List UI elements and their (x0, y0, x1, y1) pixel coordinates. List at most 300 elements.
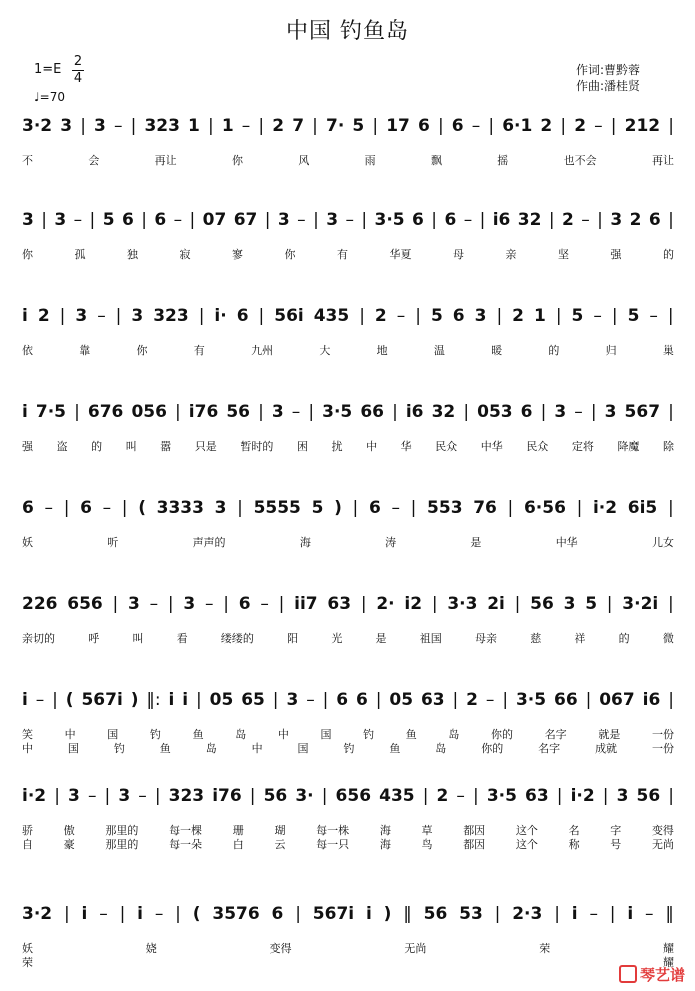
dash: – (73, 210, 83, 230)
lyric-syllable: 祖国 (419, 632, 442, 645)
barline: | (496, 306, 503, 326)
lyric-syllable: 钓 (343, 742, 355, 755)
barline: | (361, 210, 368, 230)
note-group: i (22, 690, 28, 710)
lyric-syllable: 亲切的 (22, 632, 55, 645)
dash: – (297, 210, 306, 230)
lyric-syllable: 海 (379, 824, 391, 837)
note-group: i·2 (592, 498, 618, 518)
note-group: 6 (22, 498, 34, 518)
note-group: 2 (374, 306, 387, 326)
note-group: 32 (517, 210, 542, 230)
note-group: i (168, 690, 175, 710)
lyric-syllable: 中 (277, 728, 289, 741)
note-group: 2 (37, 306, 50, 326)
lyric-syllable: 都因 (463, 824, 486, 837)
barline: | (667, 306, 674, 326)
note-group: 3 (271, 402, 284, 422)
dash: – (205, 594, 214, 614)
lyric-syllable: 钓 (149, 728, 161, 741)
lyric-syllable: 变得 (651, 824, 674, 837)
note-group: 3 (60, 116, 73, 136)
note-group: 32 (431, 402, 456, 422)
lyric-syllable: 扰 (331, 440, 343, 453)
barline: ‖ (665, 904, 674, 924)
note-group: 6 (417, 116, 430, 136)
lyric-syllable: 是 (470, 536, 482, 549)
barline: | (189, 210, 196, 230)
dash: – (471, 116, 481, 136)
lyric-syllable: 巢 (662, 344, 674, 357)
note-group: i (365, 904, 372, 924)
lyric-syllable: 的 (618, 632, 630, 645)
barline: | (154, 786, 161, 806)
note-group: 6 (412, 210, 424, 230)
note-group: i (137, 904, 143, 924)
note-group: 3 (474, 306, 487, 326)
lyric-syllable: 中 (251, 742, 263, 755)
note-group: i6 (405, 402, 424, 422)
barline: | (611, 306, 618, 326)
notes-row (22, 900, 674, 928)
barline: | (668, 594, 674, 614)
note-group: 2 (436, 786, 449, 806)
note-group: i76 (188, 402, 219, 422)
lyric-syllable: 母 (453, 248, 464, 261)
note-group: 56 (636, 786, 661, 806)
note-group: ii7 (294, 594, 318, 614)
lyric-syllable: 大 (319, 344, 331, 357)
note-group: i·2 (570, 786, 595, 806)
note-group: 323 (144, 116, 180, 136)
note-group: 6 (80, 498, 92, 518)
lyric-syllable: 一份 (651, 728, 674, 741)
lyric-syllable: 鱼 (389, 742, 401, 755)
lyric-syllable: 字 (610, 824, 622, 837)
song-title: 中国 钓鱼岛 (286, 19, 409, 44)
lyric-syllable: 岛 (205, 742, 217, 755)
note-group: 3·2i (622, 594, 659, 614)
note-group: 053 (477, 402, 513, 422)
note-group: ) (130, 690, 139, 710)
dash: – (593, 306, 602, 326)
notes-row (22, 686, 674, 714)
barline: | (488, 116, 495, 136)
lyric-syllable: 白 (232, 838, 244, 851)
barline: | (548, 210, 555, 230)
barline: | (422, 786, 429, 806)
barline: | (52, 690, 58, 710)
barline: | (415, 306, 421, 326)
barline: | (352, 498, 359, 518)
lyric-syllable: 坚 (558, 248, 569, 261)
barline: | (112, 594, 119, 614)
lyric-syllable: 孤 (74, 248, 86, 261)
lyric-syllable: 风 (298, 154, 310, 167)
composer: 作曲:潘桂贤 (576, 79, 641, 93)
note-group: 76 (473, 498, 497, 518)
note-group: 6 (236, 306, 249, 326)
note-group: 1 (221, 116, 234, 136)
dash: – (463, 210, 473, 230)
note-group: 3·5 (374, 210, 405, 230)
note-group: 2·3 (512, 904, 543, 924)
lyric-syllable: 儿女 (651, 536, 674, 549)
lyric-syllable: 光 (331, 632, 343, 645)
lyric-syllable: 中 (64, 728, 76, 741)
barline: | (119, 904, 126, 924)
note-group: 1 (533, 306, 546, 326)
lyric-syllable: 只是 (194, 440, 217, 453)
note-group: 3 (277, 210, 290, 230)
note-group: 5 (430, 306, 443, 326)
lyric-syllable: 盗 (56, 440, 68, 453)
note-group: 3 (214, 498, 227, 518)
note-group: 6 (520, 402, 533, 422)
lyric-syllable: 民众 (526, 440, 549, 453)
lyric-syllable: 鱼 (159, 742, 171, 755)
barline: | (258, 402, 264, 422)
dash: – (149, 594, 159, 614)
dash: – (99, 904, 108, 924)
note-group: 7 (292, 116, 305, 136)
lyric-syllable: 你 (231, 154, 243, 167)
lyric-syllable: 你 (22, 248, 33, 261)
barline: | (668, 402, 674, 422)
note-group: i (627, 904, 634, 924)
lyric-syllable: 缕缕的 (220, 632, 254, 645)
barline: | (576, 498, 583, 518)
lyric-syllable: 有 (337, 248, 348, 261)
barline: | (610, 116, 617, 136)
note-group: 66 (360, 402, 384, 422)
note-group: i6 (492, 210, 511, 230)
lyric-syllable: 称 (568, 838, 580, 851)
lyric-syllable: 钓 (113, 742, 125, 755)
barline: | (175, 904, 181, 924)
note-group: 656 (335, 786, 372, 806)
lyric-syllable: 岛 (435, 742, 447, 755)
note-group: 5 (352, 116, 365, 136)
note-group: 3 (326, 210, 339, 230)
dash: – (594, 116, 603, 136)
note-group: 1 (188, 116, 200, 136)
note-group: 3 (286, 690, 299, 710)
barline: ‖ (403, 904, 412, 924)
lyric-syllable: 地 (376, 344, 388, 357)
lyric-syllable: 民众 (435, 440, 458, 453)
lyric-syllable: 无尚 (651, 838, 674, 851)
barline: | (74, 402, 80, 422)
lyric-syllable: 瑚 (274, 824, 286, 837)
lyric-syllable: 嚣 (160, 440, 172, 453)
barline: | (555, 306, 562, 326)
note-group: 323 (153, 306, 189, 326)
barline: | (63, 904, 70, 924)
note-group: 63 (327, 594, 352, 614)
lyrics-verse-2 (22, 740, 674, 756)
lyric-syllable: 那里的 (105, 838, 139, 851)
barline: | (272, 690, 279, 710)
barline: | (668, 116, 674, 136)
barline: | (141, 210, 147, 230)
barline: | (104, 786, 111, 806)
tempo-marking: ♩=70 (34, 90, 65, 104)
dash: – (649, 306, 658, 326)
note-group: 63 (525, 786, 549, 806)
note-group: i (22, 306, 28, 326)
lyric-syllable: 依 (22, 344, 33, 357)
lyric-syllable: 每一棵 (169, 824, 203, 837)
lyric-syllable: 独 (127, 248, 138, 261)
lyric-syllable: 再让 (154, 154, 177, 167)
note-group: 056 (131, 402, 167, 422)
note-group: 6 (336, 690, 349, 710)
lyric-syllable: 草 (421, 824, 433, 837)
note-group: i (22, 402, 28, 422)
barline: | (392, 402, 398, 422)
lyric-syllable: 不 (22, 154, 33, 167)
note-group: 3 (563, 594, 576, 614)
lyric-syllable: 笑 (22, 728, 33, 741)
note-group: 567 (624, 402, 661, 422)
lyric-syllable: 定将 (571, 440, 594, 453)
barline: | (278, 594, 285, 614)
lyric-syllable: 鸟 (421, 838, 433, 851)
lyric-syllable: 海 (379, 838, 391, 851)
lyric-syllable: 岛 (235, 728, 247, 741)
barline: | (463, 402, 470, 422)
lyric-syllable: 豪 (63, 838, 75, 851)
lyric-syllable: 强 (22, 440, 33, 453)
note-group: 6 (154, 210, 167, 230)
lyric-syllable: 叫 (125, 440, 137, 453)
note-group: 2i (487, 594, 505, 614)
note-group: 3 (616, 786, 629, 806)
barline: | (668, 690, 674, 710)
note-group: 435 (379, 786, 415, 806)
barline: | (312, 116, 318, 136)
note-group: 3 (610, 210, 623, 230)
lyricist: 作词:曹黔蓉 (576, 63, 641, 77)
barline: | (89, 210, 96, 230)
barline: | (115, 306, 122, 326)
barline: | (507, 498, 514, 518)
note-group: 63 (420, 690, 445, 710)
notes-row (22, 782, 674, 810)
note-group: 67 (233, 210, 258, 230)
notes-row (22, 494, 674, 522)
lyric-syllable: 九州 (251, 344, 274, 357)
lyric-syllable: 钓 (363, 728, 375, 741)
note-group: 3· (295, 786, 314, 806)
lyric-syllable: 雨 (364, 154, 376, 167)
note-group: 7·5 (35, 402, 67, 422)
dash: – (574, 402, 583, 422)
note-group: i2 (404, 594, 423, 614)
note-group: ) (383, 904, 392, 924)
note-group: 3·3 (447, 594, 478, 614)
note-group: 226 (22, 594, 58, 614)
note-group: 17 (386, 116, 410, 136)
lyric-syllable: 叫 (132, 632, 144, 645)
barline: | (560, 116, 567, 136)
note-group: 6 (648, 210, 661, 230)
lyric-syllable: 都因 (463, 838, 486, 851)
lyric-syllable: 祥 (574, 632, 586, 645)
dash: – (456, 786, 465, 806)
barline: | (249, 786, 256, 806)
note-group: ) (334, 498, 342, 518)
barline: | (375, 690, 382, 710)
lyric-syllable: 耀 (663, 956, 674, 969)
note-group: 7· (326, 116, 345, 136)
barline: | (372, 116, 379, 136)
barline: | (313, 210, 319, 230)
lyric-syllable: 名字 (538, 742, 561, 755)
lyric-syllable: 荣 (539, 942, 551, 955)
lyric-syllable: 困 (296, 440, 308, 453)
lyric-syllable: 华 (400, 440, 412, 453)
note-group: 3 (604, 402, 617, 422)
barline: | (585, 690, 592, 710)
lyric-syllable: 中 (22, 742, 33, 755)
barline: | (494, 904, 501, 924)
lyric-syllable: 鱼 (192, 728, 204, 741)
barline: | (556, 786, 563, 806)
note-group: 2 (574, 116, 587, 136)
dash: – (35, 690, 45, 710)
lyric-syllable: 呼 (88, 632, 100, 645)
lyric-syllable: 耀 (662, 942, 674, 955)
barline: | (431, 594, 438, 614)
note-group: 3576 (212, 904, 260, 924)
barline: | (359, 306, 365, 326)
dash: – (645, 904, 654, 924)
lyric-syllable: 国 (320, 728, 332, 741)
dash: – (391, 498, 400, 518)
dash: – (97, 306, 106, 326)
lyric-syllable: 国 (297, 742, 309, 755)
note-group: i (182, 690, 189, 710)
lyric-syllable: 暖 (491, 344, 503, 357)
note-group: 66 (554, 690, 578, 710)
barline: | (452, 690, 459, 710)
barline: | (80, 116, 86, 136)
lyrics-verse-1 (22, 152, 674, 168)
lyric-syllable: 国 (67, 742, 79, 755)
note-group: 6 (238, 594, 251, 614)
note-group: 323 (168, 786, 205, 806)
note-group: 656 (67, 594, 103, 614)
barline: | (473, 786, 479, 806)
lyric-syllable: 一份 (651, 742, 674, 755)
lyric-syllable: 你的 (481, 742, 504, 755)
barline: | (479, 210, 486, 230)
note-group: ( (192, 904, 201, 924)
lyric-syllable: 成就 (595, 742, 618, 755)
lyric-syllable: 微 (662, 632, 674, 645)
barline: | (258, 306, 265, 326)
logo-text: 琴艺谱 (639, 966, 685, 984)
lyric-syllable: 中华 (555, 536, 578, 549)
note-group: 56 (530, 594, 554, 614)
lyric-syllable: 除 (663, 440, 674, 453)
note-group: 3 (554, 402, 567, 422)
lyric-syllable: 会 (88, 154, 100, 167)
dash: – (138, 786, 147, 806)
note-group: 6i5 (627, 498, 658, 518)
note-group: i76 (212, 786, 242, 806)
lyric-syllable: 降魔 (617, 440, 640, 453)
note-group: 3 (128, 594, 140, 614)
note-group: 56 (263, 786, 288, 806)
note-group: 2 (512, 306, 524, 326)
lyric-syllable: 听 (107, 536, 119, 549)
lyric-syllable: 暂时的 (240, 440, 274, 453)
barline: | (198, 306, 205, 326)
dash: – (485, 690, 495, 710)
lyric-syllable: 名 (568, 824, 580, 837)
dash: – (291, 402, 301, 422)
credits (576, 62, 640, 94)
lyric-syllable: 你的 (491, 728, 514, 741)
barline: | (667, 498, 674, 518)
note-group: 2 (629, 210, 642, 230)
lyric-syllable: 亲 (505, 248, 517, 261)
dash: – (173, 210, 183, 230)
note-group: 6 (452, 306, 465, 326)
note-group: ( (65, 690, 74, 710)
lyric-syllable: 声声的 (192, 536, 226, 549)
note-group: i (81, 904, 88, 924)
lyric-syllable: 珊 (232, 824, 244, 837)
note-group: 6 (451, 116, 464, 136)
barline: | (322, 690, 329, 710)
barline: | (264, 210, 271, 230)
lyric-syllable: 寥 (232, 248, 243, 261)
note-group: 07 (202, 210, 227, 230)
note-group: 6·56 (523, 498, 566, 518)
lyric-syllable: 母亲 (474, 632, 497, 645)
lyric-syllable: 中 (366, 440, 378, 453)
dash: – (306, 690, 315, 710)
note-group: 3·2 (22, 116, 53, 136)
note-group: 3 (68, 786, 80, 806)
barline: | (540, 402, 547, 422)
note-group: 5 (627, 306, 640, 326)
note-group: 3 (183, 594, 196, 614)
note-group: i·2 (22, 786, 47, 806)
dash: – (345, 210, 354, 230)
barline: | (437, 116, 444, 136)
barline: | (41, 210, 47, 230)
barline: | (668, 210, 674, 230)
lyrics-verse-1 (22, 534, 674, 550)
lyric-syllable: 就是 (598, 728, 621, 741)
dash: – (241, 116, 251, 136)
lyric-syllable: 妖 (22, 536, 33, 549)
note-group: 567i (312, 904, 355, 924)
key-signature: 1=E (34, 62, 62, 77)
barline: | (321, 786, 328, 806)
dash: – (589, 904, 598, 924)
lyric-syllable: 中华 (480, 440, 503, 453)
note-group: 2 (272, 116, 285, 136)
barline: | (258, 116, 265, 136)
lyric-syllable: 的 (91, 440, 103, 453)
barline: | (175, 402, 181, 422)
